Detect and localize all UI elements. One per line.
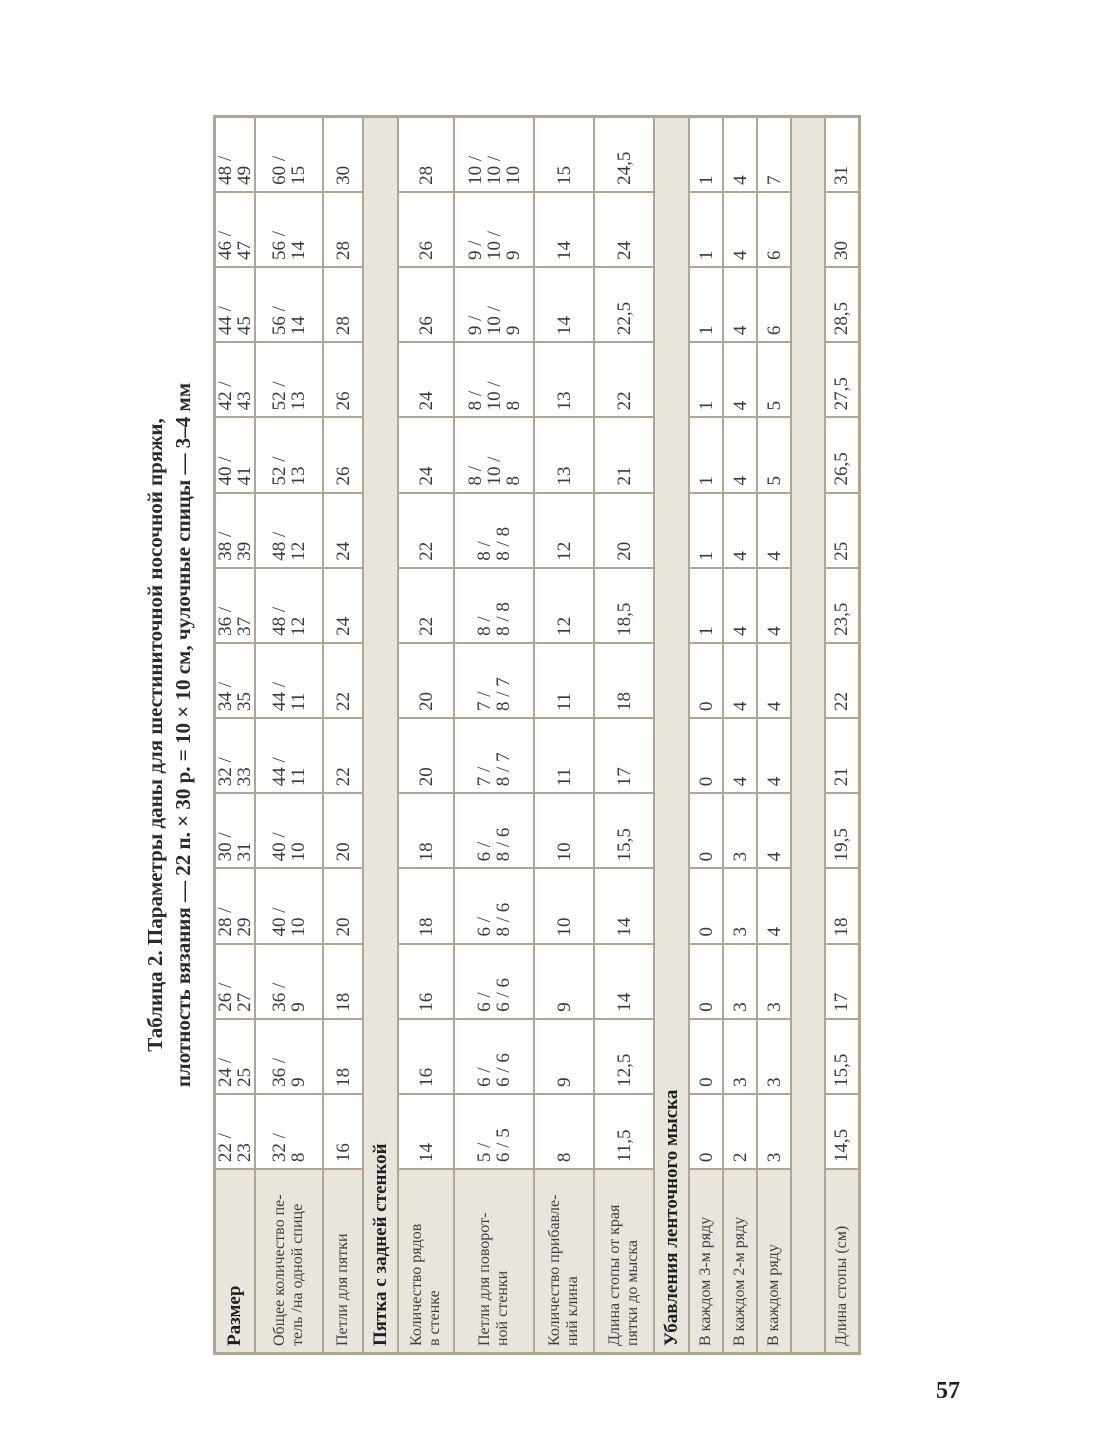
table-cell: 6 bbox=[757, 267, 791, 342]
table-cell: 5 bbox=[757, 342, 791, 417]
table-row bbox=[454, 117, 534, 1354]
table-cell: 31 bbox=[825, 117, 859, 192]
table-row bbox=[398, 117, 454, 1354]
table-cell: 22 bbox=[323, 718, 363, 793]
table-cell: 48 / 12 bbox=[255, 493, 323, 568]
section-heading-row bbox=[654, 117, 689, 1354]
table-cell: 20 bbox=[323, 793, 363, 868]
table-cell: 22 bbox=[323, 643, 363, 718]
table-cell: 18 bbox=[398, 868, 454, 943]
rotated-page-content bbox=[125, 115, 905, 1355]
table-cell: 14 bbox=[594, 868, 654, 943]
table-cell: 4 bbox=[723, 417, 757, 492]
page-number: 57 bbox=[936, 1378, 960, 1404]
table-cell: 18 bbox=[594, 643, 654, 718]
table-cell: 0 bbox=[689, 1019, 723, 1094]
table-cell: 24 bbox=[594, 192, 654, 267]
table-cell: 1 bbox=[689, 417, 723, 492]
table-cell: 1 bbox=[689, 267, 723, 342]
table-row bbox=[757, 117, 791, 1354]
table-cell: 1 bbox=[689, 117, 723, 192]
table-cell: 4 bbox=[723, 493, 757, 568]
table-cell: 4 bbox=[723, 267, 757, 342]
table-cell: 16 bbox=[398, 944, 454, 1019]
table-cell: 3 bbox=[723, 1019, 757, 1094]
table-cell: 6 / 8 / 6 bbox=[454, 868, 534, 943]
table-cell: 22 bbox=[825, 643, 859, 718]
table-cell: 32 / 8 bbox=[255, 1094, 323, 1169]
table-row bbox=[723, 117, 757, 1354]
table-cell: 0 bbox=[689, 1094, 723, 1169]
table-cell: 4 bbox=[723, 117, 757, 192]
table-cell: 60 / 15 bbox=[255, 117, 323, 192]
section-title-toe: Убавления ленточного мыска bbox=[654, 117, 689, 1354]
section-title-heel: Пятка с задней стенкой bbox=[363, 117, 398, 1354]
section-heading-row bbox=[363, 117, 398, 1354]
table-cell: 12 bbox=[534, 493, 594, 568]
table-cell: 20 bbox=[323, 868, 363, 943]
table-cell: 0 bbox=[689, 868, 723, 943]
table-cell: 44 / 11 bbox=[255, 718, 323, 793]
table-cell: 7 bbox=[757, 117, 791, 192]
table-cell: 4 bbox=[757, 643, 791, 718]
table-cell: 1 bbox=[689, 192, 723, 267]
table-cell: 3 bbox=[757, 944, 791, 1019]
table-cell: 11,5 bbox=[594, 1094, 654, 1169]
table-cell: 4 bbox=[757, 493, 791, 568]
table-cell: 11 bbox=[534, 643, 594, 718]
size-cell: 34 / 35 bbox=[215, 643, 256, 718]
footer-label: Длина стопы (см) bbox=[825, 1169, 859, 1353]
table-cell: 1 bbox=[689, 568, 723, 643]
table-cell: 28 bbox=[323, 192, 363, 267]
table-cell: 1 bbox=[689, 342, 723, 417]
table-cell: 3 bbox=[757, 1094, 791, 1169]
table-cell: 48 / 12 bbox=[255, 568, 323, 643]
table-cell: 3 bbox=[723, 944, 757, 1019]
table-cell: 22,5 bbox=[594, 267, 654, 342]
table-cell: 16 bbox=[323, 1094, 363, 1169]
table-cell: 5 bbox=[757, 417, 791, 492]
table-cell: 18 bbox=[323, 944, 363, 1019]
table-cell: 21 bbox=[594, 417, 654, 492]
table-header-row bbox=[215, 117, 256, 1354]
table-cell: 14 bbox=[534, 267, 594, 342]
row-label: Петли для поворот- ной стенки bbox=[454, 1169, 534, 1353]
table-cell: 40 / 10 bbox=[255, 793, 323, 868]
row-label: В каждом 3-м ряду bbox=[689, 1169, 723, 1353]
table-row bbox=[255, 117, 323, 1354]
table-cell: 25 bbox=[825, 493, 859, 568]
table-cell: 28,5 bbox=[825, 267, 859, 342]
table-cell: 3 bbox=[757, 1019, 791, 1094]
table-cell: 2 bbox=[723, 1094, 757, 1169]
table-cell: 7 / 8 / 7 bbox=[454, 718, 534, 793]
spacer-row bbox=[791, 117, 825, 1354]
table-cell: 4 bbox=[757, 793, 791, 868]
table-cell: 40 / 10 bbox=[255, 868, 323, 943]
table-cell: 52 / 13 bbox=[255, 417, 323, 492]
table-cell: 3 bbox=[723, 793, 757, 868]
table-cell: 56 / 14 bbox=[255, 267, 323, 342]
table-cell: 8 / 8 / 8 bbox=[454, 493, 534, 568]
table-cell: 22 bbox=[398, 568, 454, 643]
table-cell: 36 / 9 bbox=[255, 944, 323, 1019]
table-cell: 22 bbox=[398, 493, 454, 568]
table-row bbox=[534, 117, 594, 1354]
table-cell: 7 / 8 / 7 bbox=[454, 643, 534, 718]
table-cell: 26 bbox=[398, 267, 454, 342]
table-cell: 10 bbox=[534, 793, 594, 868]
table-cell: 14 bbox=[534, 192, 594, 267]
table-cell: 4 bbox=[757, 718, 791, 793]
table-cell: 18 bbox=[398, 793, 454, 868]
table-cell: 3 bbox=[723, 868, 757, 943]
table-cell: 24 bbox=[323, 493, 363, 568]
table-cell: 24 bbox=[398, 342, 454, 417]
table-cell: 0 bbox=[689, 718, 723, 793]
caption-line-2: плотность вязания — 22 п. × 30 р. = 10 × 10 см, чулочные спицы — 3–4 мм bbox=[171, 382, 195, 1088]
size-cell: 46 / 47 bbox=[215, 192, 256, 267]
size-cell: 42 / 43 bbox=[215, 342, 256, 417]
size-cell: 22 / 23 bbox=[215, 1094, 256, 1169]
size-cell: 24 / 25 bbox=[215, 1019, 256, 1094]
caption-line-1: Таблица 2. Параметры даны для шестиниточной носочной пряжи, bbox=[143, 418, 167, 1052]
table-cell: 14 bbox=[594, 944, 654, 1019]
table-cell: 26 bbox=[398, 192, 454, 267]
size-cell: 44 / 45 bbox=[215, 267, 256, 342]
table-cell: 8 / 8 / 8 bbox=[454, 568, 534, 643]
table-cell: 12 bbox=[534, 568, 594, 643]
table-cell: 15,5 bbox=[825, 1019, 859, 1094]
table-cell: 9 / 10 / 9 bbox=[454, 192, 534, 267]
row-label: Количество рядов в стенке bbox=[398, 1169, 454, 1353]
table-cell: 12,5 bbox=[594, 1019, 654, 1094]
table-cell: 17 bbox=[825, 944, 859, 1019]
size-cell: 40 / 41 bbox=[215, 417, 256, 492]
table-cell: 4 bbox=[723, 643, 757, 718]
table-cell: 20 bbox=[398, 643, 454, 718]
table-cell: 23,5 bbox=[825, 568, 859, 643]
row-label: Количество прибавле- ний клина bbox=[534, 1169, 594, 1353]
size-cell: 26 / 27 bbox=[215, 944, 256, 1019]
table-row bbox=[323, 117, 363, 1354]
table-cell: 6 / 6 / 6 bbox=[454, 944, 534, 1019]
table-caption bbox=[125, 115, 213, 1355]
table-cell: 24 bbox=[398, 417, 454, 492]
table-cell: 4 bbox=[723, 192, 757, 267]
table-cell: 10 bbox=[534, 868, 594, 943]
table-cell: 4 bbox=[723, 718, 757, 793]
size-cell: 28 / 29 bbox=[215, 868, 256, 943]
table-cell: 24,5 bbox=[594, 117, 654, 192]
row-label: В каждом 2-м ряду bbox=[723, 1169, 757, 1353]
table-cell: 18 bbox=[323, 1019, 363, 1094]
table-cell: 8 bbox=[534, 1094, 594, 1169]
table-cell: 4 bbox=[723, 342, 757, 417]
table-cell: 22 bbox=[594, 342, 654, 417]
table-cell: 15,5 bbox=[594, 793, 654, 868]
table-cell: 27,5 bbox=[825, 342, 859, 417]
row-label: В каждом ряду bbox=[757, 1169, 791, 1353]
table-cell: 17 bbox=[594, 718, 654, 793]
table-cell: 26 bbox=[323, 342, 363, 417]
table-cell: 18,5 bbox=[594, 568, 654, 643]
table-cell: 13 bbox=[534, 342, 594, 417]
table-cell: 6 / 8 / 6 bbox=[454, 793, 534, 868]
table-footer-row bbox=[825, 117, 859, 1354]
table-cell: 4 bbox=[757, 868, 791, 943]
row-label: Петли для пятки bbox=[323, 1169, 363, 1353]
table-cell: 14 bbox=[398, 1094, 454, 1169]
table-cell: 1 bbox=[689, 493, 723, 568]
table-cell: 8 / 10 / 8 bbox=[454, 417, 534, 492]
table-cell: 4 bbox=[723, 568, 757, 643]
spacer-cell bbox=[791, 117, 825, 1354]
size-cell: 32 / 33 bbox=[215, 718, 256, 793]
table-cell: 28 bbox=[398, 117, 454, 192]
table-cell: 26,5 bbox=[825, 417, 859, 492]
sock-parameters-table bbox=[213, 115, 861, 1355]
size-cell: 48 / 49 bbox=[215, 117, 256, 192]
table-cell: 24 bbox=[323, 568, 363, 643]
table-cell: 16 bbox=[398, 1019, 454, 1094]
table-cell: 20 bbox=[398, 718, 454, 793]
table-cell: 9 bbox=[534, 1019, 594, 1094]
table-cell: 15 bbox=[534, 117, 594, 192]
size-cell: 30 / 31 bbox=[215, 793, 256, 868]
table-cell: 6 bbox=[757, 192, 791, 267]
table-cell: 26 bbox=[323, 417, 363, 492]
table-cell: 0 bbox=[689, 643, 723, 718]
table-cell: 0 bbox=[689, 793, 723, 868]
table-row bbox=[689, 117, 723, 1354]
size-cell: 38 / 39 bbox=[215, 493, 256, 568]
row-label: Общее количество пе- тель /на одной спице bbox=[255, 1169, 323, 1353]
table-cell: 8 / 10 / 8 bbox=[454, 342, 534, 417]
header-label: Размер bbox=[215, 1169, 256, 1353]
table-cell: 21 bbox=[825, 718, 859, 793]
table-cell: 18 bbox=[825, 868, 859, 943]
table-cell: 28 bbox=[323, 267, 363, 342]
row-label: Длина стопы от края пятки до мыска bbox=[594, 1169, 654, 1353]
table-cell: 4 bbox=[757, 568, 791, 643]
table-cell: 20 bbox=[594, 493, 654, 568]
table-cell: 6 / 6 / 6 bbox=[454, 1019, 534, 1094]
table-cell: 0 bbox=[689, 944, 723, 1019]
table-cell: 44 / 11 bbox=[255, 643, 323, 718]
table-cell: 19,5 bbox=[825, 793, 859, 868]
table-cell: 56 / 14 bbox=[255, 192, 323, 267]
table-cell: 10 / 10 / 10 bbox=[454, 117, 534, 192]
table-cell: 5 / 6 / 5 bbox=[454, 1094, 534, 1169]
size-cell: 36 / 37 bbox=[215, 568, 256, 643]
table-cell: 13 bbox=[534, 417, 594, 492]
table-cell: 14,5 bbox=[825, 1094, 859, 1169]
table-cell: 11 bbox=[534, 718, 594, 793]
table-cell: 9 bbox=[534, 944, 594, 1019]
table-cell: 36 / 9 bbox=[255, 1019, 323, 1094]
table-cell: 30 bbox=[323, 117, 363, 192]
table-cell: 9 / 10 / 9 bbox=[454, 267, 534, 342]
table-row bbox=[594, 117, 654, 1354]
table-cell: 30 bbox=[825, 192, 859, 267]
table-cell: 52 / 13 bbox=[255, 342, 323, 417]
